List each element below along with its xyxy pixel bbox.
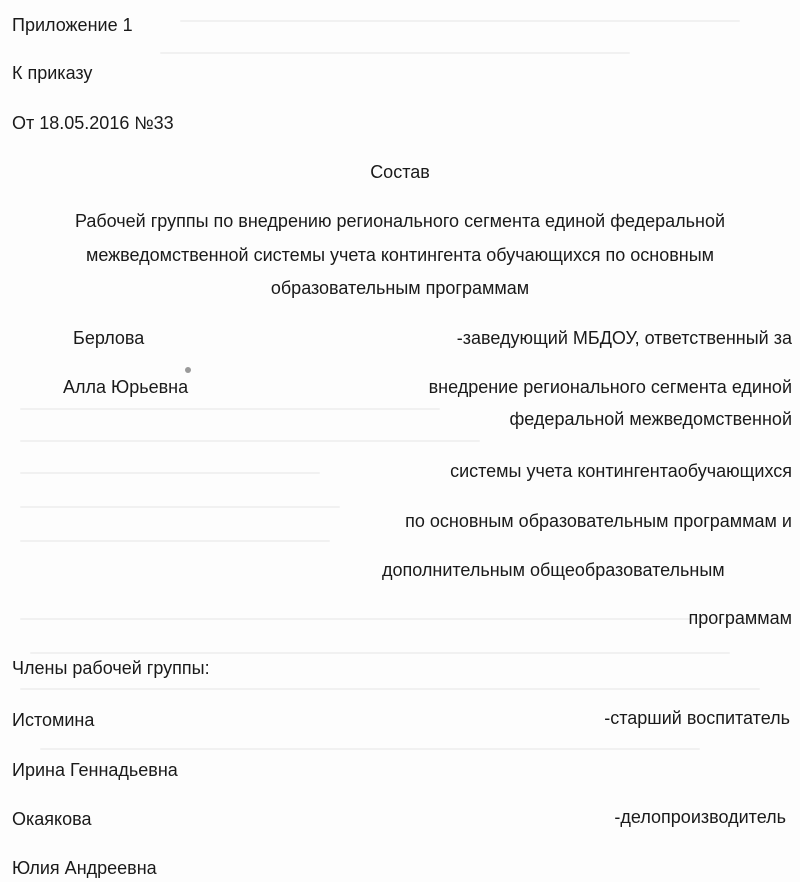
subtitle-line-2: межведомственной системы учета контингента обучающихся по основным <box>85 245 715 265</box>
member-1-surname: Истомина <box>12 710 95 730</box>
subtitle-line-3: образовательным программам <box>270 278 530 298</box>
bleed-through-mark <box>20 472 320 474</box>
bleed-through-mark <box>180 20 740 22</box>
lead-role-line-4: системы учета контингентаобучающихся <box>450 461 792 481</box>
appendix-label: Приложение 1 <box>12 15 133 35</box>
bleed-through-mark <box>20 618 760 620</box>
lead-role-line-6: дополнительным общеобразовательным <box>382 560 725 580</box>
lead-role-line-2: внедрение регионального сегмента единой <box>428 377 792 397</box>
lead-role-line-1: -заведующий МБДОУ, ответственный за <box>456 328 792 348</box>
ink-speck <box>185 367 191 373</box>
members-heading: Члены рабочей группы: <box>12 658 210 678</box>
document-heading: Состав <box>370 162 430 182</box>
member-1-given-names: Ирина Геннадьевна <box>12 760 178 780</box>
bleed-through-mark <box>160 52 630 54</box>
member-2-role: -делопроизводитель <box>614 807 786 827</box>
order-reference: От 18.05.2016 №33 <box>12 113 174 133</box>
lead-surname: Берлова <box>73 328 145 348</box>
lead-given-names: Алла Юрьевна <box>63 377 189 397</box>
bleed-through-mark <box>20 688 760 690</box>
lead-role-line-5: по основным образовательным программам и <box>405 511 792 531</box>
lead-role-line-3: федеральной межведомственной <box>509 409 792 429</box>
subtitle-line-1: Рабочей группы по внедрению регионального сегмента единой федеральной <box>74 211 726 231</box>
member-2-surname: Окаякова <box>12 809 92 829</box>
bleed-through-mark <box>20 408 440 410</box>
bleed-through-mark <box>20 540 330 542</box>
bleed-through-mark <box>20 506 340 508</box>
bleed-through-mark <box>30 652 730 654</box>
to-order-label: К приказу <box>12 63 93 83</box>
member-1-role: -старший воспитатель <box>604 708 790 728</box>
bleed-through-mark <box>20 440 480 442</box>
member-2-given-names: Юлия Андреевна <box>12 858 157 878</box>
bleed-through-mark <box>40 748 700 750</box>
lead-role-line-7: программам <box>688 608 792 628</box>
